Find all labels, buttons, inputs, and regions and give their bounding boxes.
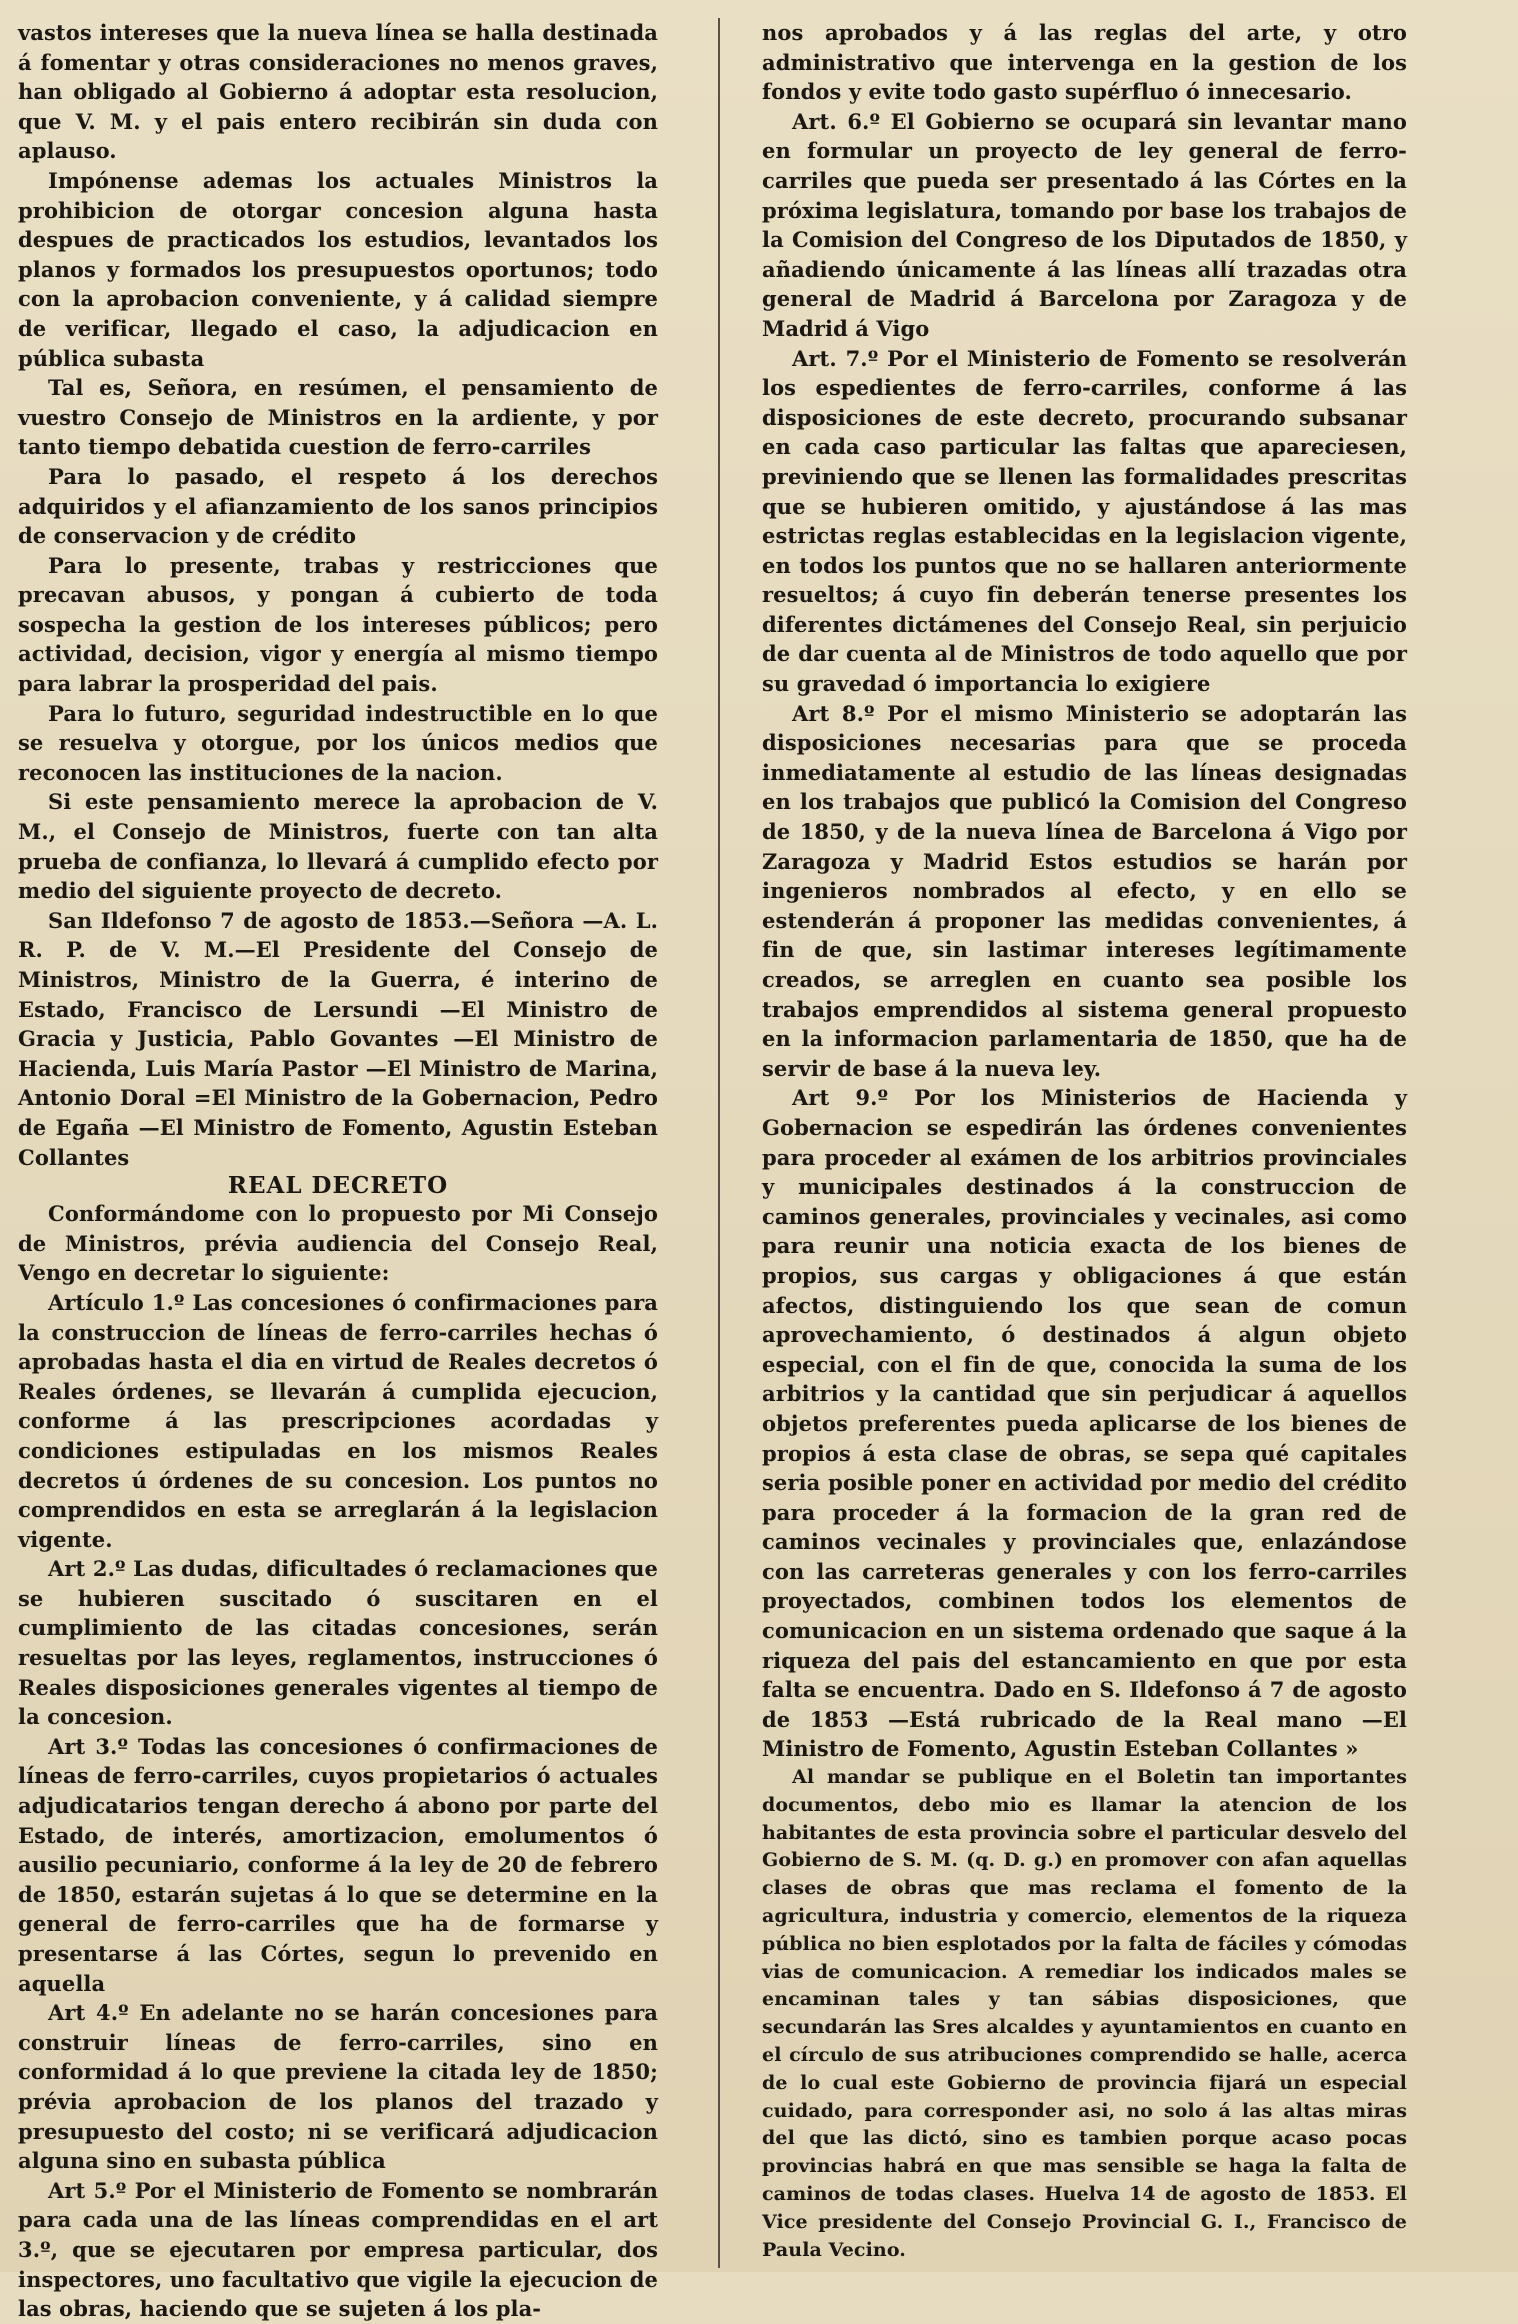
left-column (18, 18, 658, 2324)
paragraph: Impónense ademas los actuales Ministros la prohibicion de otorgar concesion alguna hasta despues de practicados los estudios, levantados los planos y formados los presupuestos oportunos; todo con la aprobacion conveniente, y á calidad siempre de verificar, llegado el caso, la adjudicacion en pública subasta (18, 167, 658, 371)
article-4: Art 4.º En adelante no se harán concesiones para construir líneas de ferro-carriles, sino en conformidad á lo que previene la citada ley de 1850; prévia aprobacion de los planos del trazado y presupuesto del costo; ni se verificará adjudicacion alguna sino en subasta pública (18, 2000, 658, 2174)
paragraph: Tal es, Señora, en resúmen, el pensamiento de vuestro Consejo de Ministros en la ardiente, y por tanto tiempo debatida cuestion de ferro-carriles (18, 375, 658, 460)
paragraph: vastos intereses que la nueva línea se halla destinada á fomentar y otras consideraciones no menos graves, han obligado al Gobierno á adoptar esta resolucion, que V. M. y el pais entero recibirán sin duda con aplauso. (18, 20, 658, 164)
closing-paragraph: Al mandar se publique en el Boletin tan importantes documentos, debo mio es llamar la atencion de los habitantes de esta provincia sobre el particular desvelo del Gobierno de S. M. (q. D. g.) en promover con afan aquellas clases de obras que mas reclama el fomento de la agricultura, industria y comercio, elementos de la riqueza pública no bien esplotados por la falta de fáciles y cómodas vias de comunicacion. A remediar los indicados males se encaminan tales y tan sábias disposiciones, que secundarán las Sres alcaldes y ayuntamientos en cuanto en el círculo de sus atribuciones comprendido se halle, acerca de lo cual este Gobierno de provincia fijará un especial cuidado, para corresponder asi, no solo á las altas miras del que las dictó, sino es tambien porque acaso pocas provincias habrá en que mas sensible se haga la falta de caminos de todas clases. Huelva 14 de agosto de 1853. El Vice presidente del Consejo Provincial G. I., Francisco de Paula Vecino. (762, 1766, 1407, 2261)
right-column (762, 18, 1407, 2264)
paragraph: nos aprobados y á las reglas del arte, y otro administrativo que intervenga en la gestion de los fondos y evite todo gasto supérfluo ó innecesario. (762, 20, 1407, 105)
article-3: Art 3.º Todas las concesiones ó confirmaciones de líneas de ferro-carriles, cuyos propietarios ó actuales adjudicatarios tengan derecho á abono por parte del Estado, de interés, amortizacion, emolumentos ó ausilio pecuniario, conforme á la ley de 20 de febrero de 1850, estarán sujetas á lo que se determine en la general de ferro-carriles que ha de formarse y presentarse á las Córtes, segun lo prevenido en aquella (18, 1733, 658, 1996)
article-5: Art 5.º Por el Ministerio de Fomento se nombrarán para cada una de las líneas comprendidas en el art 3.º, que se ejecutaren por empresa particular, dos inspectores, uno facultativo que vigile la ejecucion de las obras, haciendo que se sujeten á los pla- (18, 2177, 658, 2322)
column-divider (718, 18, 720, 2268)
paragraph: Para lo futuro, seguridad indestructible en lo que se resuelva y otorgue, por los únicos medios que reconocen las instituciones de la nacion. (18, 700, 658, 785)
article-6: Art. 6.º El Gobierno se ocupará sin levantar mano en formular un proyecto de ley general de ferro-carriles que pueda ser presentado á las Córtes en la próxima legislatura, tomando por base los trabajos de la Comision del Congreso de los Diputados de 1850, y añadiendo únicamente á las líneas allí trazadas otra general de Madrid á Barcelona por Zaragoza y de Madrid á Vigo (762, 108, 1407, 341)
article-9: Art 9.º Por los Ministerios de Hacienda y Gobernacion se espedirán las órdenes convenientes para proceder al exámen de los arbitrios provinciales y municipales destinados á la construccion de caminos generales, provinciales y vecinales, asi como para reunir una noticia exacta de los bienes de propios, sus cargas y obligaciones á que están afectos, distinguiendo los que sean de comun aprovechamiento, ó destinados á algun objeto especial, con el fin de que, conocida la suma de los arbitrios y la cantidad que sin perjudicar á aquellos objetos preferentes pueda aplicarse de los bienes de propios á esta clase de obras, se sepa qué capitales seria posible poner en actividad por medio del crédito para proceder á la formacion de la gran red de caminos vecinales y provinciales que, enlazándose con las carreteras generales y con los ferro-carriles proyectados, combinen todos los elementos de comunicacion en un sistema ordenado que saque á la riqueza del pais del estancamiento en que por esta falta se encuentra. Dado en S. Ildefonso á 7 de agosto de 1853 —Está rubricado de la Real mano —El Ministro de Fomento, Agustin Esteban Collantes » (762, 1085, 1407, 1762)
signatures-paragraph: San Ildefonso 7 de agosto de 1853.—Señora —A. L. R. P. de V. M.—El Presidente del Consejo de Ministros, Ministro de la Guerra, é interino de Estado, Francisco de Lersundi —El Ministro de Gracia y Justicia, Pablo Govantes —El Ministro de Hacienda, Luis María Pastor —El Ministro de Marina, Antonio Doral =El Ministro de la Gobernacion, Pedro de Egaña —El Ministro de Fomento, Agustin Esteban Collantes (18, 907, 658, 1170)
article-7: Art. 7.º Por el Ministerio de Fomento se resolverán los espedientes de ferro-carriles, conforme á las disposiciones de este decreto, procurando subsanar en cada caso particular las faltas que apareciesen, previniendo que se llenen las formalidades prescritas que se hubieren omitido, y ajustándose á las mas estrictas reglas establecidas en la legislacion vigente, en todos los puntos que no se hallaren anteriormente resueltos; á cuyo fin deberán tenerse presentes los diferentes dictámenes del Consejo Real, sin perjuicio de dar cuenta al de Ministros de todo aquello que por su gravedad ó importancia lo exigiere (762, 345, 1407, 697)
decree-heading: REAL DECRETO (227, 1172, 449, 1200)
paragraph: Para lo presente, trabas y restricciones que precavan abusos, y pongan á cubierto de toda sospecha la gestion de los intereses públicos; pero actividad, decision, vigor y energía al mismo tiempo para labrar la prosperidad del pais. (18, 552, 658, 697)
article-1: Artículo 1.º Las concesiones ó confirmaciones para la construccion de líneas de ferro-carriles hechas ó aprobadas hasta el dia en virtud de Reales decretos ó Reales órdenes, se llevarán á cumplida ejecucion, conforme á las prescripciones acordadas y condiciones estipuladas en los mismos Reales decretos ú órdenes de su concesion. Los puntos no comprendidos en esta se arreglarán á la legislacion vigente. (18, 1289, 658, 1552)
paragraph: Conformándome con lo propuesto por Mi Consejo de Ministros, prévia audiencia del Consejo Real, Vengo en decretar lo siguiente: (18, 1201, 658, 1286)
paragraph: Para lo pasado, el respeto á los derechos adquiridos y el afianzamiento de los sanos principios de conservacion y de crédito (18, 463, 658, 549)
article-8: Art 8.º Por el mismo Ministerio se adoptarán las disposiciones necesarias para que se proceda inmediatamente al estudio de las líneas designadas en los trabajos que publicó la Comision del Congreso de 1850, y de la nueva línea de Barcelona á Vigo por Zaragoza y Madrid Estos estudios se harán por ingenieros nombrados al efecto, y en ello se estenderán á proponer las medidas convenientes, á fin de que, sin lastimar intereses legítimamente creados, se arreglen en cuanto sea posible los trabajos emprendidos al sistema general propuesto en la informacion parlamentaria de 1850, que ha de servir de base á la nueva ley. (762, 700, 1407, 1081)
article-2: Art 2.º Las dudas, dificultades ó reclamaciones que se hubieren suscitado ó suscitaren en el cumplimiento de las citadas concesiones, serán resueltas por las leyes, reglamentos, instrucciones ó Reales disposiciones generales vigentes al tiempo de la concesion. (18, 1556, 658, 1730)
paragraph: Si este pensamiento merece la aprobacion de V. M., el Consejo de Ministros, fuerte con tan alta prueba de confianza, lo llevará á cumplido efecto por medio del siguiente proyecto de decreto. (18, 789, 658, 904)
closing-note (762, 1764, 1407, 2264)
